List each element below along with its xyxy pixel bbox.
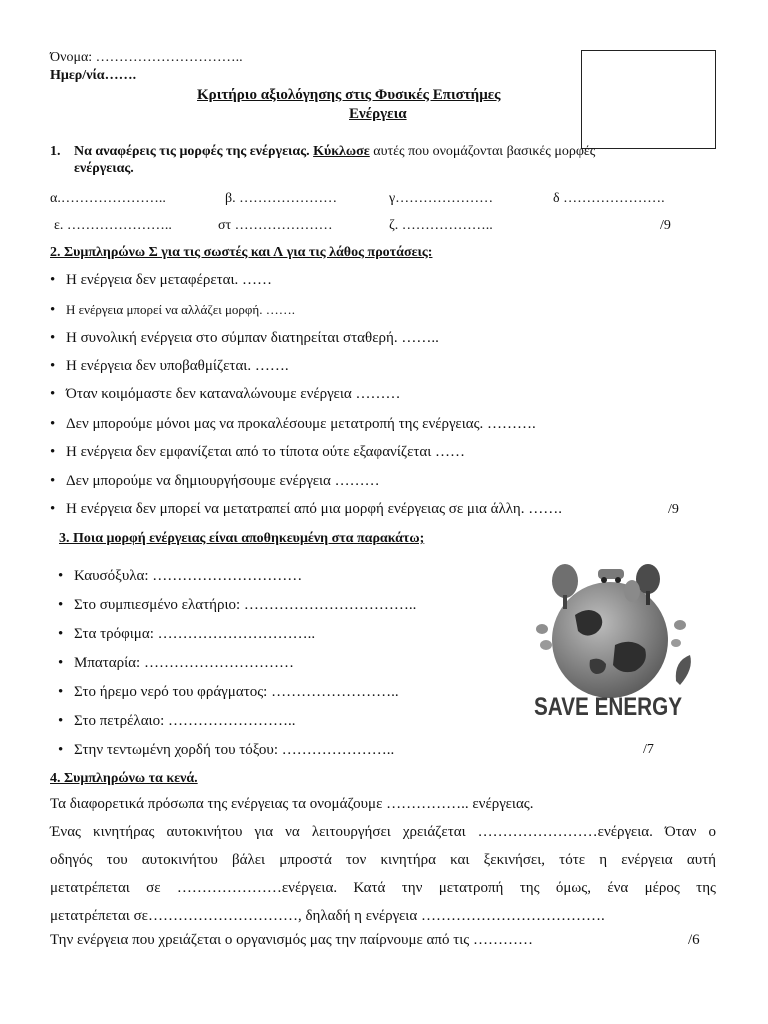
q1-score: /9 bbox=[660, 218, 671, 233]
q1-blank-stigma: στ ………………… bbox=[218, 218, 333, 233]
q4-paragraph-line-2: οδηγός του αυτοκινήτου βάλει μπροστά τον κινητήρα και ξεκινήσει, τότε η ενέργεια αυτή bbox=[50, 852, 716, 868]
q1-text-line2: ενέργειας. bbox=[74, 161, 134, 176]
q2-statement-3: • Η συνολική ενέργεια στο σύμπαν διατηρείται σταθερή. …….. bbox=[66, 330, 439, 347]
q1-text-rest: αυτές που ονομάζονται βασικές μορφές bbox=[369, 144, 596, 159]
q3-item-1: • Καυσόξυλα: ………………………… bbox=[74, 568, 302, 585]
q2-statement-9: • Η ενέργεια δεν μπορεί να μετατραπεί από μια μορφή ενέργειας σε μια άλλη. ……. bbox=[66, 501, 562, 518]
q4-heading: 4. Συμπληρώνω τα κενά. bbox=[50, 771, 198, 786]
q3-item-5: • Στο ήρεμο νερό του φράγματος: …………………….. bbox=[74, 684, 399, 701]
photo-box bbox=[581, 50, 716, 149]
q4-paragraph-line-4: μετατρέπεται σε…………………………, δηλαδή η ενέργεια ………………………………. bbox=[50, 908, 605, 924]
q1-number: 1. bbox=[50, 144, 61, 159]
q2-heading: 2. Συμπληρώνω Σ για τις σωστές και Λ για τις λάθος προτάσεις: bbox=[50, 245, 433, 260]
save-energy-caption: SAVE ENERGY bbox=[534, 693, 683, 721]
q1-blank-epsilon: ε. ………………….. bbox=[54, 218, 172, 233]
leaf-icon bbox=[676, 655, 691, 685]
date-field: Ημερ/νία……. bbox=[50, 68, 137, 83]
q3-item-3: • Στα τρόφιμα: ………………………….. bbox=[74, 626, 315, 643]
q3-item-6: • Στο πετρέλαιο: …………………….. bbox=[74, 713, 296, 730]
q1-text-underlined: Κύκλωσε bbox=[313, 144, 370, 159]
q4-paragraph-line-1: Ένας κινητήρας αυτοκινήτου για να λειτουργήσει χρειάζεται ……………………ενέργεια. Όταν ο bbox=[50, 824, 716, 840]
q2-statement-1: • Η ενέργεια δεν μεταφέρεται. …… bbox=[66, 272, 272, 289]
globe-icon bbox=[552, 582, 668, 698]
page-title: Κριτήριο αξιολόγησης στις Φυσικές Επιστήμες bbox=[197, 87, 501, 103]
q4-paragraph-line-3: μετατρέπεται σε …………………ενέργεια. Κατά την μετατροπή της όμως, ένα μέρος της bbox=[50, 880, 716, 896]
q4-last-line: Την ενέργεια που χρειάζεται ο οργανισμός μας την παίρνουμε από τις ………… bbox=[50, 932, 533, 948]
q4-score: /6 bbox=[688, 932, 700, 948]
name-field: Όνομα: ………………………….. bbox=[50, 50, 243, 65]
q3-item-2: • Στο συμπιεσμένο ελατήριο: …………………………….. bbox=[74, 597, 416, 614]
q1-blank-delta: δ …………………. bbox=[553, 191, 665, 206]
q2-statement-7: • Η ενέργεια δεν εμφανίζεται από το τίποτα ούτε εξαφανίζεται …… bbox=[66, 444, 465, 461]
q1-blank-gamma: γ………………… bbox=[389, 191, 494, 206]
tree-icon bbox=[552, 564, 578, 598]
q3-item-4: • Μπαταρία: ………………………… bbox=[74, 655, 294, 672]
q2-score: /9 bbox=[668, 502, 679, 517]
q1-blank-beta: β. ………………… bbox=[225, 191, 338, 206]
car-icon bbox=[598, 569, 624, 579]
page-subtitle: Ενέργεια bbox=[349, 106, 407, 122]
q1-text bbox=[74, 144, 714, 160]
q2-statement-2: • Η ενέργεια μπορεί να αλλάζει μορφή. ……. bbox=[66, 302, 295, 318]
q3-heading: 3. Ποια μορφή ενέργειας είναι αποθηκευμένη στα παρακάτω; bbox=[59, 531, 425, 546]
q4-paragraph bbox=[50, 818, 716, 930]
save-energy-illustration bbox=[520, 545, 700, 725]
q1-blank-alpha: α.………………….. bbox=[50, 191, 166, 206]
q2-statement-4: • Η ενέργεια δεν υποβαθμίζεται. ……. bbox=[66, 358, 289, 375]
q1-text-bold: Να αναφέρεις τις μορφές της ενέργειας. bbox=[74, 144, 310, 159]
q3-score: /7 bbox=[643, 742, 654, 757]
q2-statement-6: • Δεν μπορούμε μόνοι μας να προκαλέσουμε μετατροπή της ενέργειας. ………. bbox=[66, 416, 536, 433]
q2-statement-5: • Όταν κοιμόμαστε δεν καταναλώνουμε ενέργεια ……… bbox=[66, 386, 400, 403]
q4-line-1: Τα διαφορετικά πρόσωπα της ενέργειας τα ονομάζουμε …………….. ενέργειας. bbox=[50, 796, 534, 812]
q3-item-7: • Στην τεντωμένη χορδή του τόξου: ………………….. bbox=[74, 742, 394, 759]
q1-blank-zeta: ζ. ……………….. bbox=[389, 218, 493, 233]
q2-statement-8: • Δεν μπορούμε να δημιουργήσουμε ενέργεια ……… bbox=[66, 473, 380, 490]
